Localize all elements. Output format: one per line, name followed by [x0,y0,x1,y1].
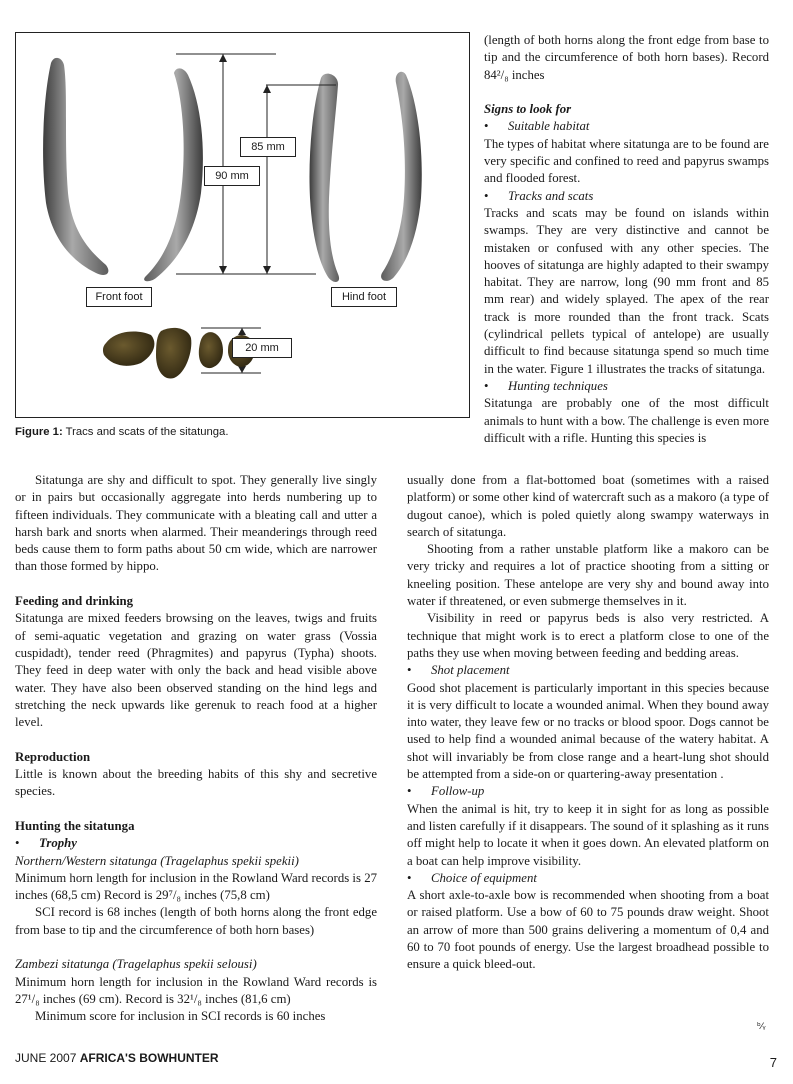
reproduction-heading: Reproduction [15,749,91,764]
end-mark: ᵇ⁄ᵧ [757,1022,766,1032]
placement-paragraph: Good shot placement is particularly important in this species because it is very difficult to locate a wounded animal. When they bound away into water, they leave few or no tracks or blood spoor. Dogs cannot be used to help find a wounded animal because of the watery habitat. A shot will invariably be from close range and a heart-lung shot should be attempted from a side-on or quartering-away presentation . [407,680,769,782]
intro-paragraph: Sitatunga are shy and difficult to spot. They generally live singly or in pairs but occasionally aggregate into herds numbering up to fifteen individuals. They communicate with a bleating call and utter a harsh bark and snorts when alarmed. Their meanderings through reed beds cause them to form paths about 50 cm wide, which are narrower than those formed by hippo. [15,473,377,574]
page-number: 7 [769,1055,777,1070]
feeding-heading: Feeding and drinking [15,594,134,609]
footer-date: JUNE 2007 [15,1051,80,1065]
visibility-paragraph: Visibility in reed or papyrus beds is also very restricted. A technique that might work is to erect a platform close to one of the paths they use when moving between feeding and bedding areas. [407,611,769,660]
habitat-bullet: • Suitable habitat [484,118,769,135]
followup-bullet: • Follow-up [407,783,769,800]
front-hoof-left [43,58,108,275]
techniques-continuation: usually done from a flat-bottomed boat (sometimes with a raised platform) or some other kind of watercraft such as a makoro (a type of dugout canoe), which is poled quietly along swampy waterways in search of sitatunga. [407,473,769,539]
zambezi-subspecies-title: Zambezi sitatunga (Tragelaphus spekii selousi) [15,957,257,972]
figure-caption [15,426,470,438]
northern-sci-text: SCI record is 68 inches (length of both horns along the front edge from base to tip and the circumference of both horn bases) [15,905,377,937]
followup-paragraph: When the animal is hit, try to keep it in sight for as long as possible and listen carefully if it disappears. The sound of it splashing as it runs off might help to locate it when it goes down. An elevated platform on a boat can help improve visibility. [407,801,769,868]
northern-subspecies-title: Northern/Western sitatunga (Tragelaphus spekii spekii) [15,853,299,868]
techniques-bullet: • Hunting techniques [484,378,769,395]
equipment-paragraph: A short axle-to-axle bow is recommended when shooting from a boat or raised platform. Use a bow of 60 to 75 pounds draw weight. Shoot an arrow of more than 500 grains delivering a momentum of 0,4 and 60 to 70 foot pounds of energy. Use the largest broadhead possible to ensure a quick bleed-out. [407,888,769,972]
zambezi-record-text: Minimum horn length for inclusion in the Rowland Ward records is 27¹/₈ inches (69 cm). Record is 32¹/₈ inches (81,6 cm) [15,974,377,1006]
techniques-paragraph: Sitatunga are probably one of the most difficult animals to hunt with a bow. The challenge is even more difficult with a rifle. Hunting this species is [484,396,770,445]
scat-2 [156,328,191,379]
figure-tracks-scats [15,32,470,418]
footer-magazine: AFRICA'S BOWHUNTER [79,1051,219,1065]
right-column-bottom [407,472,769,974]
feeding-paragraph: Sitatunga are mixed feeders browsing on the leaves, twigs and fruits of semi-aquatic vegetation and grazing on water grass (Vossia cuspidadt), tender reed (Phragmites) and papyrus (Typha) shoots. They feed in deep water with only the back and head visible above water. They have also been observed standing on the hind legs and stretching the neck upwards like gerenuk to reach food at a higher level. [15,611,377,730]
tracks-paragraph: Tracks and scats may be found on islands within swamps. They are very distinctive and cannot be mistaken or confused with any other species. The hooves of sitatunga are highly adapted to their swampy habitat. They are narrow, long (90 mm front and 85 mm rear) and widely splayed. The apex of the rear track is more rounded than the front track. Scats (cylindrical pellets typical of antelope) are usually difficult to find because sitatunga spend so much time in the water. Figure 1 illustrates the tracks of sitatunga. [484,205,769,376]
shooting-paragraph: Shooting from a rather unstable platform like a makoro can be very tricky and requires a lot of practice shooting from a sitting or kneeling position. These antelope are very shy and bound away into water if threatened, or even submerge themselves in it. [407,542,769,609]
label-85mm: 85 mm [240,137,296,157]
equipment-bullet: • Choice of equipment [407,870,769,887]
tracks-bullet: • Tracks and scats [484,188,769,205]
hind-hoof-right [381,72,422,281]
hind-hoof-left [309,74,339,282]
signs-heading: Signs to look for [484,102,572,117]
habitat-paragraph: The types of habitat where sitatunga are to be found are very specific and confined to reed and papyrus swamps and flooded forest. [484,136,769,186]
front-hoof-right [144,68,203,281]
sci-continuation: (length of both horns along the front edge from base to tip and the circumference of both horn bases). Record 84²/₈ inches [484,33,769,82]
right-column-top [484,32,769,447]
scat-3 [199,332,223,368]
hunting-heading: Hunting the sitatunga [15,818,135,833]
caption-text: Tracs and scats of the sitatunga. [62,426,229,438]
zambezi-sci-text: Minimum score for inclusion in SCI records is 60 inches [35,1009,326,1024]
label-hind-foot: Hind foot [331,287,397,307]
trophy-bullet: • Trophy [15,835,377,852]
reproduction-paragraph: Little is known about the breeding habits of this shy and secretive species. [15,767,377,799]
page-footer [15,1051,219,1065]
label-20mm: 20 mm [232,338,292,358]
placement-bullet: • Shot placement [407,662,769,679]
label-90mm: 90 mm [204,166,260,186]
label-front-foot: Front foot [86,287,152,307]
caption-label: Figure 1: [15,426,63,438]
scat-1 [103,331,154,365]
left-column [15,472,377,1026]
northern-record-text: Minimum horn length for inclusion in the Rowland Ward records is 27 inches (68,5 cm) Record is 29⁷/₈ inches (75,8 cm) [15,870,377,903]
tracks-scats-illustration [16,33,469,417]
